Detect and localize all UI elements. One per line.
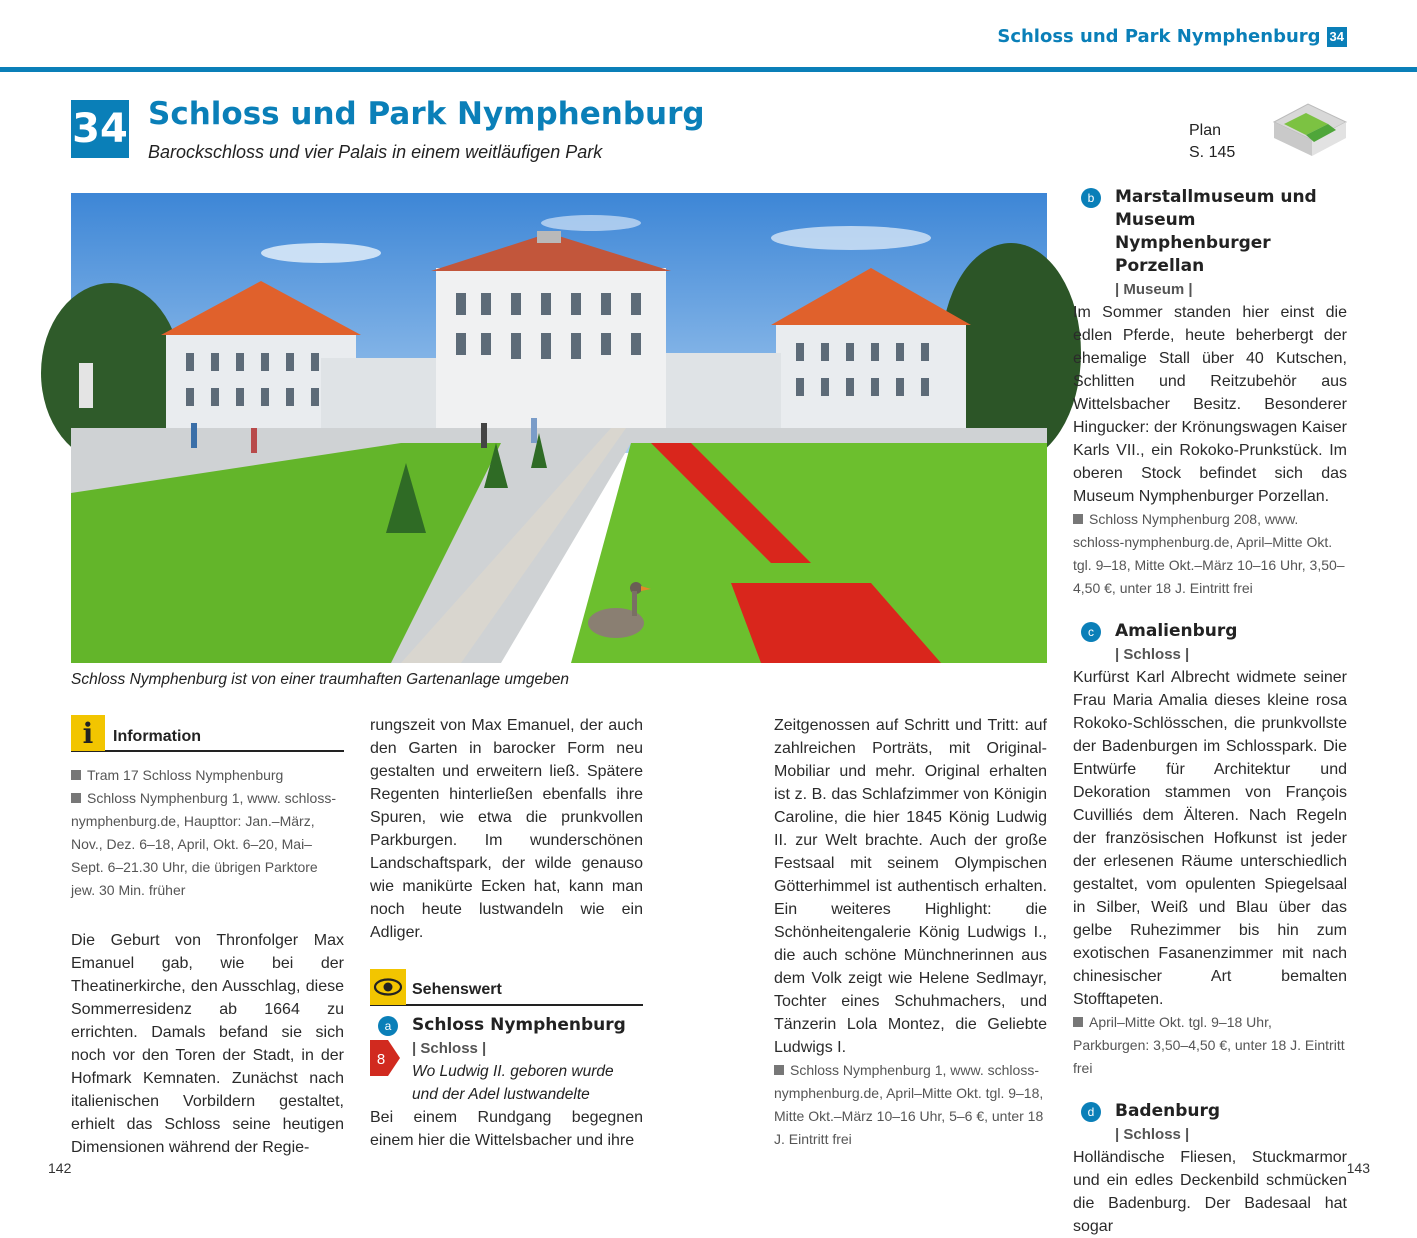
sight-c-type: | Schloss | [1115, 646, 1190, 663]
plan-reference[interactable] [1189, 120, 1235, 164]
sight-c-name: Amalienburg [1115, 621, 1238, 641]
sight-b-name: Marstallmuseum und Museum Nymphenburger Porzellan [1115, 187, 1317, 276]
chapter-title: Schloss und Park Nymphenburg [148, 96, 705, 132]
chapter-number: 34 [71, 100, 129, 158]
intro-text: Die Geburt von Thronfolger Max Emanuel gab, wie bei der Theatinerkirche, den Ausschlag, diese Sommerresidenz ab 1664 zu errichten. Damals befand sie sich noch vor den Toren der Stadt, in der Hofmark Kemnaten. Zunächst nach italienischen Vorbildern gestaltet, erhielt das Schloss seine heutigen Dimensionen während der Regie- [71, 932, 344, 1156]
page-number-left: 142 [48, 1160, 72, 1176]
sight-a-tagline: Wo Ludwig II. geboren wurde und der Adel lustwandelte [412, 1063, 614, 1103]
sight-a[interactable] [370, 1014, 643, 1106]
info-line: Schloss Nymphenburg 1, www. schloss-nymphenburg.de, Haupttor: Jan.–März, Nov., Dez. 6–18, April, Okt. 6–20, Mai–Sept. 6–21.30 Uhr, die übrigen Parktore jew. 30 Min. früher [71, 790, 336, 898]
tip-number: 8 [376, 1051, 386, 1068]
sight-c-text: Kurfürst Karl Albrecht widmete seiner Frau Maria Amalia dieses kleine rosa Rokoko-Schlösschen, die prunkvollste der Badenburgen im Schlosspark. Die Entwürfe für Architektur und Dekoration stammen von François Cuvilliés dem Älteren. Nach Regeln der französischen Hofkunst ist jeder der erlesenen Räume unterschiedlich gestaltet, vom opulenten Spiegelsaal in Silber, Weiß und Blau über das gelbe Ruhezimmer bis hin zum exotischen Fasanenzimmer mit nach chinesischer Art bemalten Stofftapeten. [1073, 669, 1347, 1008]
sight-b-text: Im Sommer standen hier einst die edlen Pferde, heute beherbergt der ehemalige Stall über 40 Kutschen, Schlitten und Reitzubehör aus Wittelsbacher Besitz. Besonderer Hingucker: der Krönungswagen Kaiser Karls VII., ein Rokoko-Prunkstück. Im oberen Stock befindet sich das Museum Nymphenburger Porzellan. [1073, 304, 1347, 505]
sight-c-info: April–Mitte Okt. tgl. 9–18 Uhr, Parkburgen: 3,50–4,50 €, unter 18 J. Eintritt frei [1073, 1014, 1345, 1076]
sight-d-text: Holländische Fliesen, Stuckmarmor und ein edles Deckenbild schmücken die Badenburg. Der Badesaal hat sogar [1073, 1149, 1347, 1235]
sight-d-type: | Schloss | [1115, 1126, 1190, 1143]
info-icon: i [71, 715, 105, 751]
column-1 [71, 716, 344, 1159]
sight-b-info: Schloss Nymphenburg 208, www. schloss-nymphenburg.de, April–Mitte Okt. tgl. 9–18, Mitte Okt.–März 10–16 Uhr, 3,50–4,50 €, unter 18 J. Eintritt frei [1073, 511, 1345, 596]
sight-b-type: | Museum | [1115, 281, 1193, 298]
sight-c[interactable] [1073, 620, 1347, 666]
map-icon[interactable] [1270, 100, 1348, 158]
column-3 [774, 714, 1047, 1151]
badge-b: b [1081, 188, 1101, 208]
information-header [71, 716, 344, 752]
column-2 [370, 714, 643, 1152]
running-head [997, 26, 1347, 47]
badge-d: d [1081, 1102, 1101, 1122]
sight-a-name: Schloss Nymphenburg [412, 1015, 626, 1035]
sight-a-type: | Schloss | [412, 1040, 487, 1057]
photo-caption: Schloss Nymphenburg ist von einer traumhaften Gartenanlage umgeben [71, 671, 570, 688]
sight-d-name: Badenburg [1115, 1101, 1221, 1121]
sehenswert-header [370, 970, 643, 1006]
column-4 [1073, 186, 1347, 1238]
sight-d[interactable] [1073, 1100, 1347, 1146]
eye-icon [370, 969, 406, 1005]
badge-a: a [378, 1016, 398, 1036]
sight-a-text-2: Zeitgenossen auf Schritt und Tritt: auf zahlreichen Porträts, mit Original-Mobiliar und mehr. Original erhalten ist z. B. das Schlafzimmer von Königin Caroline, die hier 1845 König Ludwig II. zur Welt brachte. Auch der große Festsaal mit seinem Olympischen Götterhimmel ist authentisch erhalten. Ein weiteres Highlight: die Schönheitengalerie König Ludwigs I., die auch schöne Münchnerinnen aus dem Volk zeigt wie Helene Sedlmayr, Tochter eines Schuhmachers, und Tänzerin Lola Montez, die Geliebte Ludwigs I. [774, 717, 1047, 1056]
sight-b[interactable] [1073, 186, 1347, 301]
info-line: Tram 17 Schloss Nymphenburg [71, 764, 344, 787]
sight-a-text-1: Bei einem Rundgang begegnen einem hier die Wittelsbacher und ihre [370, 1109, 643, 1149]
sight-a-info: Schloss Nymphenburg 1, www. schloss-nymphenburg.de, April–Mitte Okt. tgl. 9–18, Mitte Okt.–März 10–16 Uhr, 5–6 €, unter 18 J. Eintritt frei [774, 1062, 1044, 1147]
running-head-number: 34 [1327, 27, 1347, 47]
badge-c: c [1081, 622, 1101, 642]
top-rule [0, 67, 1417, 72]
running-head-title: Schloss und Park Nymphenburg [997, 26, 1321, 47]
sehenswert-title: Sehenswert [412, 980, 502, 998]
palace-photo [71, 193, 1047, 663]
chapter-subtitle: Barockschloss und vier Palais in einem weitläufigen Park [148, 142, 603, 162]
tip-marker [370, 1034, 400, 1082]
page-number-right: 143 [1346, 1160, 1370, 1176]
col2-text: rungszeit von Max Emanuel, der auch den Garten in barocker Form neu gestalten und erweitern ließ. Spätere Regenten hinterließen ebenfalls ihre Spuren, wie etwa die prunkvollen Parkburgen. Im wunderschönen Landschaftspark, der wilde genauso wie manikürte Ecken hat, kann man noch heute lustwandeln wie ein Adliger. [370, 717, 643, 941]
plan-page: S. 145 [1189, 144, 1236, 161]
plan-label: Plan [1189, 122, 1222, 139]
information-title: Information [113, 727, 201, 745]
